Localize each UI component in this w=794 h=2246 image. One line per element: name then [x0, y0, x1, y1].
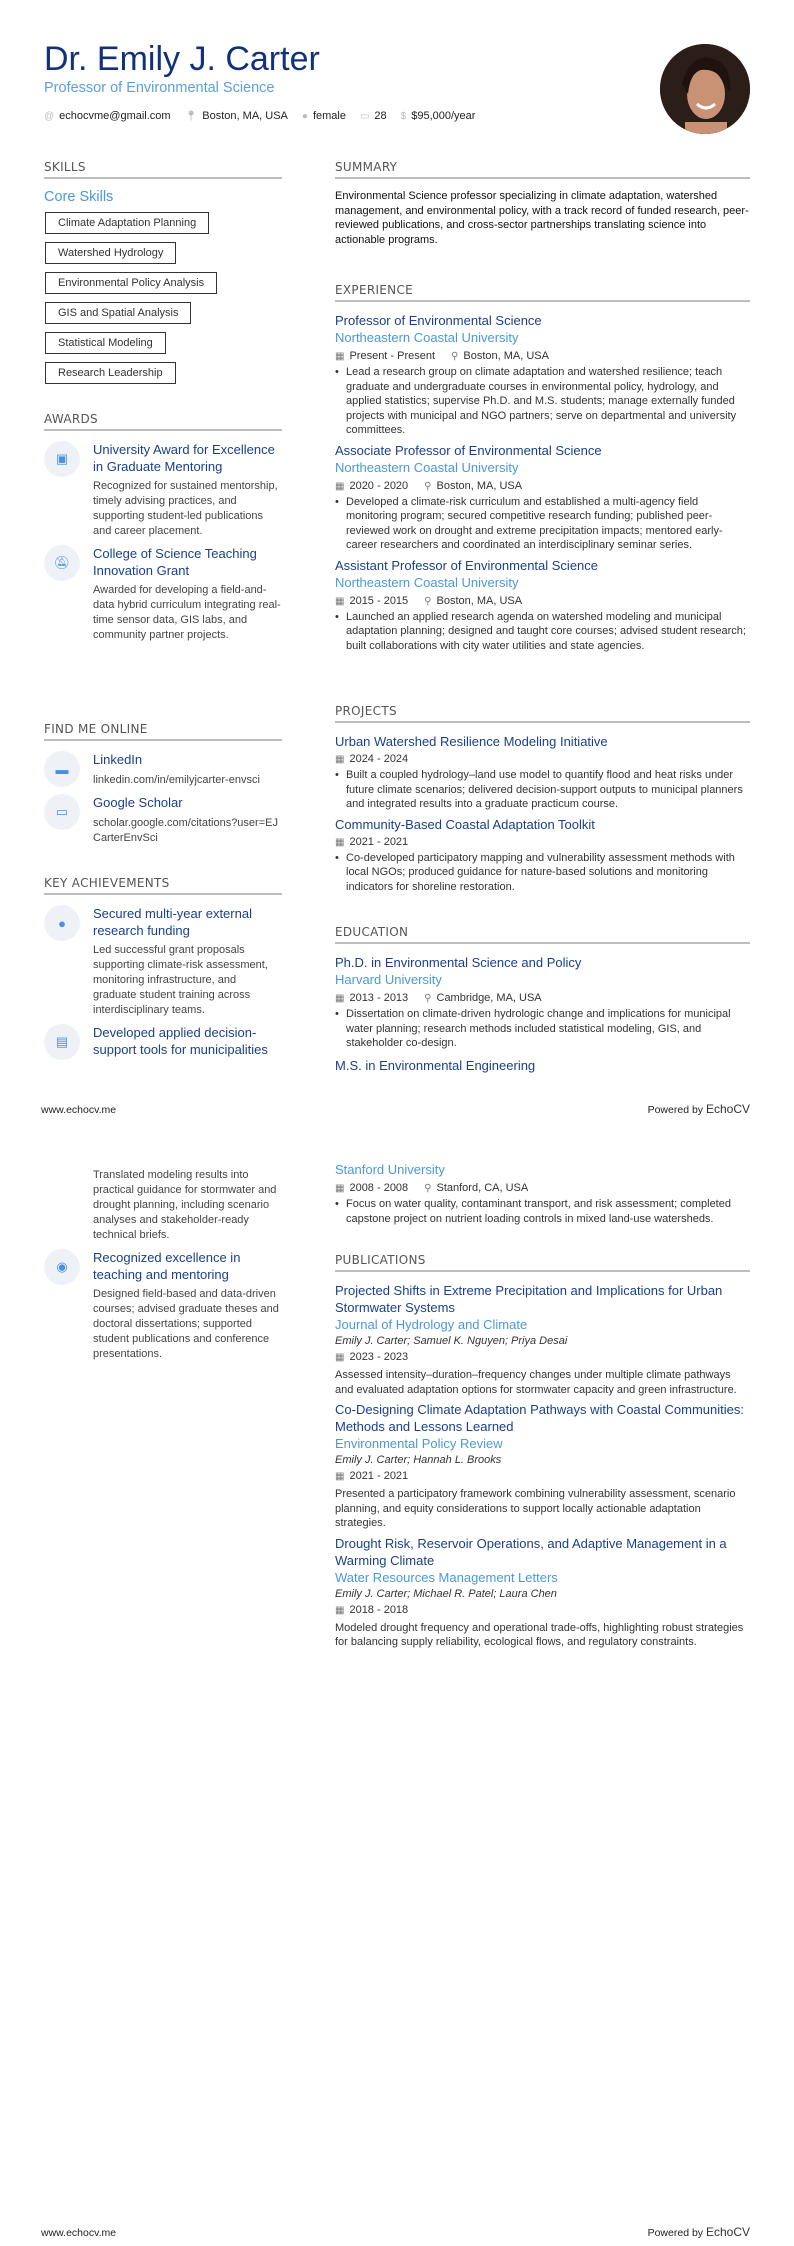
footer-site[interactable]: www.echocv.me — [41, 2227, 117, 2239]
at-icon: @ — [44, 111, 55, 122]
achievements-continued — [44, 1168, 282, 1368]
project-title: Community-Based Coastal Adaptation Toolkit — [335, 816, 595, 832]
calendar-icon: ▦ — [335, 1352, 345, 1363]
experience-item — [335, 557, 750, 654]
calendar-icon: ▭ — [359, 111, 370, 122]
edu-location: Stanford, CA, USA — [436, 1182, 529, 1194]
camera-icon: ◉ — [44, 1249, 80, 1285]
candidate-name: Dr. Emily J. Carter — [44, 40, 320, 78]
contact-text: Boston, MA, USA — [202, 110, 288, 122]
brand-logo: EchoCV — [705, 1102, 750, 1116]
skill-tag: Statistical Modeling — [45, 332, 166, 354]
publications-heading: PUBLICATIONS — [335, 1253, 750, 1272]
location-icon: ⚲ — [424, 993, 432, 1004]
pub-journal: Water Resources Management Letters — [335, 1569, 558, 1585]
school-name: Stanford University — [335, 1162, 445, 1177]
calendar-icon: ▦ — [335, 480, 345, 492]
contact-row — [44, 110, 475, 122]
job-location: Boston, MA, USA — [463, 350, 549, 362]
achievement-item — [44, 1249, 282, 1362]
calendar-icon: ▦ — [335, 1604, 345, 1616]
online-item[interactable] — [44, 794, 282, 846]
calendar-icon: ▦ — [335, 754, 345, 765]
pub-journal: Journal of Hydrology and Climate — [335, 1317, 528, 1332]
experience-item — [335, 442, 750, 553]
job-dates: Present - Present — [349, 350, 436, 362]
calendar-icon: ▦ — [335, 1183, 345, 1194]
achievement-title: Developed applied decision-support tools for municipalities — [93, 1025, 268, 1057]
publications-section — [335, 1253, 750, 1654]
award-item — [44, 441, 282, 539]
skills-list — [44, 209, 282, 389]
job-title: Professor of Environmental Science — [335, 313, 542, 328]
calendar-icon: ▦ — [335, 1471, 345, 1482]
job-org: Northeastern Coastal University — [335, 459, 519, 475]
powered-label: Powered by — [647, 2227, 704, 2239]
skill-tag: Watershed Hydrology — [45, 242, 176, 264]
achievement-title: Recognized excellence in teaching and mentoring — [93, 1250, 241, 1282]
page-2 — [0, 1123, 794, 2246]
contact-gender — [302, 110, 346, 122]
education-section — [335, 925, 750, 1074]
summary-heading: SUMMARY — [335, 160, 750, 179]
calendar-icon: ▦ — [335, 595, 345, 607]
achievement-desc: Designed field-based and data-driven courses; advised graduate theses and doctoral dissertations; supported student publications and conference presentations. — [93, 1288, 279, 1360]
pub-dates: 2023 - 2023 — [349, 1351, 409, 1363]
achievement-item-continued — [44, 1168, 282, 1243]
education-heading: EDUCATION — [335, 925, 750, 944]
contact-text: 28 — [374, 110, 387, 122]
skill-tag: Research Leadership — [45, 362, 176, 384]
location-icon: ⚲ — [451, 351, 459, 362]
bookmark-icon: ▣ — [44, 441, 80, 477]
location-icon: ⚲ — [424, 480, 432, 492]
brand-logo: EchoCV — [705, 2225, 750, 2239]
location-icon: ⚲ — [424, 595, 432, 607]
job-location: Boston, MA, USA — [436, 594, 523, 607]
project-dates: 2024 - 2024 — [349, 753, 409, 765]
job-bullet: • Developed a climate-risk curriculum and established a multi-agency field monitoring program; secured competitive research funding; published peer-reviewed work on drought and extreme precipitation impacts; mentored early-career researchers and coordinated an interdisciplinary seminar series. — [335, 495, 750, 553]
footer-powered — [648, 2225, 750, 2239]
job-bullet: • Lead a research group on climate adaptation and watershed resilience; teach graduate and undergraduate courses in environmental policy, hydrology, and applied statistics; supervise Ph.D. and M.S. students; manage externally funded projects with municipal and NGO partners; serve on departmental and university committees. — [335, 365, 750, 438]
achievement-item — [44, 1024, 282, 1060]
skill-tag: Environmental Policy Analysis — [45, 272, 217, 294]
pub-dates: 2018 - 2018 — [349, 1603, 409, 1616]
publication-item — [335, 1401, 750, 1531]
document-icon: ▤ — [44, 1024, 80, 1060]
summary-text: Environmental Science professor specializing in climate adaptation, watershed management, and environmental policy, with a track record of funded research, peer-reviewed publications, and cross-sector partnerships translating science into actionable programs. — [335, 190, 749, 246]
award-item — [44, 545, 282, 643]
job-location: Boston, MA, USA — [436, 479, 523, 492]
project-bullet: • Co-developed participatory mapping and vulnerability assessment methods with local NGOs; produced guidance for nature-based solutions and monitoring indicators for shoreline restoration. — [335, 851, 750, 895]
pub-title: Drought Risk, Reservoir Operations, and Adaptive Management in a Warming Climate — [335, 1535, 727, 1568]
award-desc: Recognized for sustained mentorship, timely advising practices, and supporting student-led publications and career placement. — [93, 480, 278, 537]
awards-heading: AWARDS — [44, 412, 282, 431]
job-dates: 2015 - 2015 — [349, 594, 409, 607]
publication-item — [335, 1282, 750, 1397]
contact-email[interactable] — [44, 110, 171, 122]
monitor-icon: ▬ — [44, 751, 80, 787]
publication-item — [335, 1535, 750, 1650]
pub-authors: Emily J. Carter; Michael R. Patel; Laura Chen — [335, 1587, 557, 1600]
skills-heading: SKILLS — [44, 160, 282, 179]
job-title: Associate Professor of Environmental Science — [335, 442, 602, 458]
education-continued — [335, 1161, 750, 1230]
job-title: Assistant Professor of Environmental Science — [335, 557, 599, 573]
location-icon: 📍︎ — [184, 111, 198, 122]
online-url[interactable]: scholar.google.com/citations?user=EJCarterEnvSci — [93, 817, 278, 844]
degree-title: Ph.D. in Environmental Science and Policy — [335, 955, 582, 970]
edu-dates: 2013 - 2013 — [349, 992, 409, 1004]
contact-age — [360, 110, 387, 122]
candidate-title: Professor of Environmental Science — [44, 80, 275, 96]
calendar-icon: ▦ — [335, 993, 345, 1004]
skill-tag: GIS and Spatial Analysis — [45, 302, 191, 324]
award-title: College of Science Teaching Innovation Grant — [93, 546, 257, 578]
experience-heading: EXPERIENCE — [335, 283, 750, 302]
pub-title: Projected Shifts in Extreme Precipitation and Implications for Urban Stormwater Systems — [335, 1283, 723, 1315]
project-item — [335, 816, 750, 895]
online-url[interactable]: linkedin.com/in/emilyjcarter-envsci — [93, 774, 260, 786]
pub-dates: 2021 - 2021 — [349, 1470, 409, 1482]
award-desc: Awarded for developing a field-and-data hybrid curriculum integrating real-time sensor data, GIS labs, and community partner projects. — [93, 584, 281, 641]
right-column — [335, 160, 750, 657]
achievement-desc: Led successful grant proposals supporting climate-risk assessment, monitoring infrastructure, and graduate student training across interdisciplinary teams. — [93, 944, 268, 1016]
online-section — [44, 722, 282, 852]
job-bullet: • Launched an applied research agenda on watershed modeling and municipal adaptation planning; designed and taught core courses; advised student research; built collaborations with city water utilities and state agencies. — [335, 610, 750, 654]
project-item — [335, 733, 750, 812]
job-org: Northeastern Coastal University — [335, 330, 519, 345]
projects-section — [335, 704, 750, 898]
contact-text: female — [312, 110, 346, 122]
education-item — [335, 954, 750, 1051]
pub-authors: Emily J. Carter; Samuel K. Nguyen; Priya Desai — [335, 1335, 568, 1347]
edu-dates: 2008 - 2008 — [349, 1182, 409, 1194]
powered-label: Powered by — [647, 1104, 704, 1116]
pub-desc: Assessed intensity–duration–frequency changes under multiple climate pathways and evaluated adaptation options for stormwater capacity and green infrastructure. — [335, 1369, 737, 1396]
link-icon: ▭ — [44, 794, 80, 830]
experience-item — [335, 312, 750, 438]
project-dates: 2021 - 2021 — [349, 835, 409, 848]
online-title: LinkedIn — [93, 752, 143, 767]
location-icon: ⚲ — [424, 1183, 432, 1194]
avatar — [660, 44, 750, 134]
edu-bullet: • Focus on water quality, contaminant transport, and risk assessment; completed capstone project on nutrient loading controls in mixed land-use watersheds. — [335, 1197, 750, 1226]
pub-title: Co-Designing Climate Adaptation Pathways with Coastal Communities: Methods and Lessons Learned — [335, 1402, 744, 1434]
degree-title: M.S. in Environmental Engineering — [335, 1057, 536, 1073]
achievements-heading: KEY ACHIEVEMENTS — [44, 876, 282, 895]
contact-location — [185, 110, 288, 122]
pub-desc: Modeled drought frequency and operational trade-offs, highlighting robust strategies for balancing supply reliability, ecological flows, and regulatory constraints. — [335, 1621, 744, 1648]
pub-desc: Presented a participatory framework combining vulnerability assessment, scenario planning, and equity considerations to support locally actionable adaptation strategies. — [335, 1488, 736, 1529]
skills-group: Core Skills — [44, 189, 114, 205]
project-bullet: • Built a coupled hydrology–land use model to quantify flood and heat risks under future climate scenarios; delivered decision-support outputs to municipal planners and integrated results into a graduate practicum course. — [335, 768, 750, 812]
project-title: Urban Watershed Resilience Modeling Initiative — [335, 734, 608, 749]
footer-site[interactable]: www.echocv.me — [41, 1104, 117, 1116]
online-heading: FIND ME ONLINE — [44, 722, 282, 741]
pub-authors: Emily J. Carter; Hannah L. Brooks — [335, 1454, 502, 1466]
contact-text: $95,000/year — [411, 110, 476, 122]
award-title: University Award for Excellence in Graduate Mentoring — [93, 442, 275, 474]
contact-text: echocvme@gmail.com — [59, 110, 171, 122]
contact-salary — [401, 110, 476, 122]
footer-powered — [648, 1102, 750, 1116]
left-column — [44, 160, 282, 389]
achievements-section — [44, 876, 282, 1066]
achievement-item — [44, 905, 282, 1018]
edu-bullet: • Dissertation on climate-driven hydrologic change and implications for municipal water planning; research methods included statistical modeling, GIS, and stakeholder co-design. — [335, 1007, 750, 1051]
edu-location: Cambridge, MA, USA — [436, 992, 542, 1004]
school-name: Harvard University — [335, 972, 442, 987]
online-item[interactable] — [44, 751, 282, 788]
calendar-icon: ▦ — [335, 836, 345, 848]
job-dates: 2020 - 2020 — [349, 479, 409, 492]
coin-icon: ● — [44, 905, 80, 941]
person-icon: ● — [301, 111, 308, 122]
achievement-title: Secured multi-year external research funding — [93, 906, 252, 938]
dollar-icon: $ — [400, 111, 407, 122]
bell-off-icon: 🔕︎ — [44, 545, 80, 581]
calendar-icon: ▦ — [335, 351, 345, 362]
awards-section — [44, 412, 282, 649]
achievement-desc: Translated modeling results into practical guidance for stormwater and drought planning, including scenario analyses and stakeholder-ready technical briefs. — [93, 1169, 277, 1241]
job-org: Northeastern Coastal University — [335, 574, 519, 590]
projects-heading: PROJECTS — [335, 704, 750, 723]
skill-tag: Climate Adaptation Planning — [45, 212, 209, 234]
online-title: Google Scholar — [93, 795, 183, 810]
pub-journal: Environmental Policy Review — [335, 1436, 503, 1451]
